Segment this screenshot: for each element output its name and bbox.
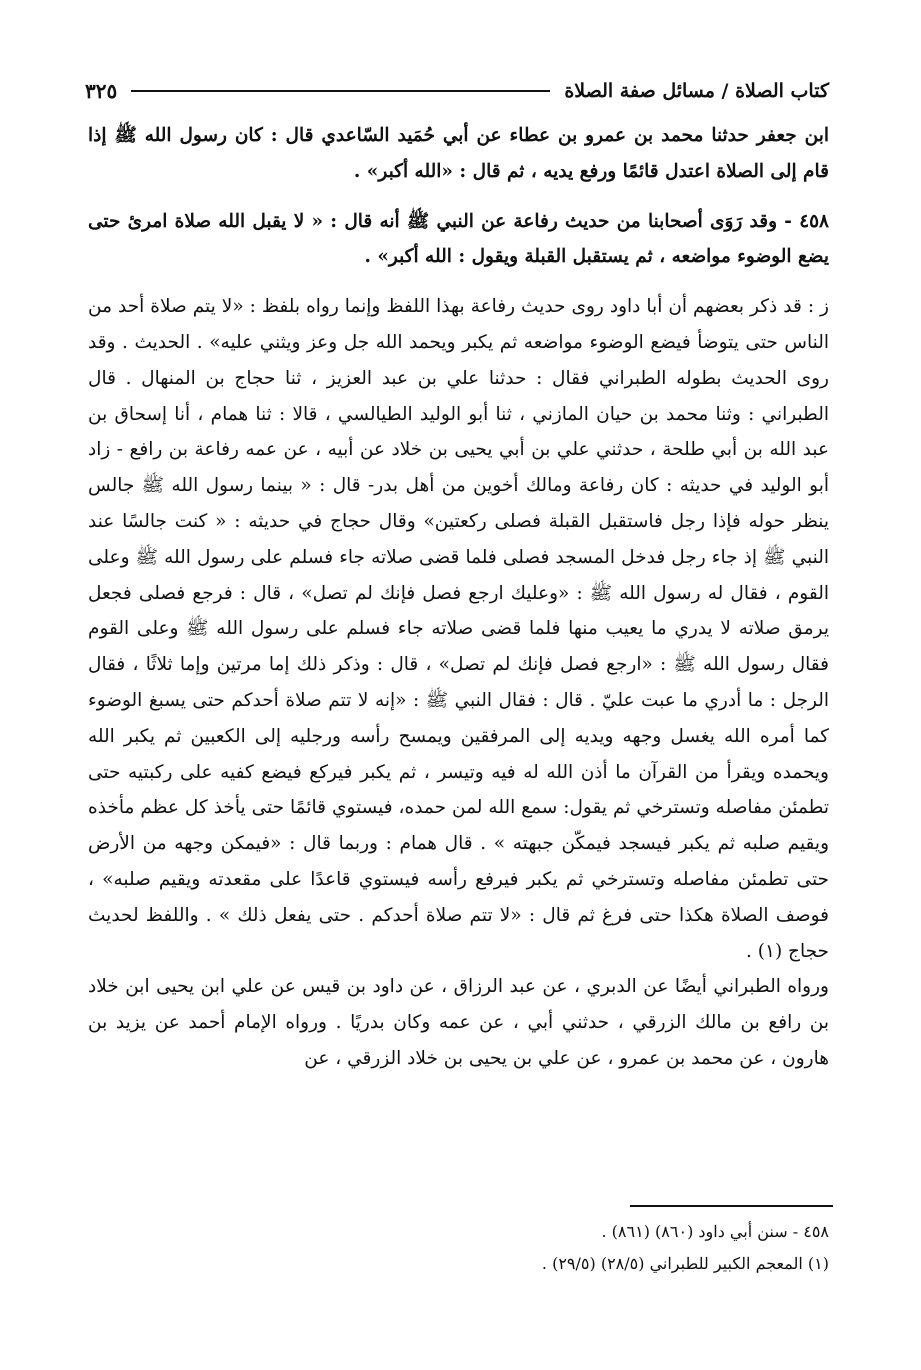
page-number: ٣٢٥ <box>85 79 118 103</box>
header-title: كتاب الصلاة / مسائل صفة الصلاة <box>564 80 829 102</box>
header-rule <box>131 90 550 92</box>
main-text <box>88 118 829 1077</box>
footnotes <box>88 1216 829 1280</box>
footnote-458: ٤٥٨ - سنن أبي داود (٨٦٠) (٨٦١) . <box>601 1222 829 1241</box>
paragraph-hadith-458: ٤٥٨ - وقد رَوَى أصحابنا من حديث رفاعة عن النبي ﷺ أنه قال : « لا يقبل الله صلاة امرئ حتى يضع الوضوء مواضعه ، ثم يستقبل القبلة ويقول : الله أكبر» . <box>88 210 829 268</box>
paragraph-commentary: ز : قد ذكر بعضهم أن أبا داود روى حديث رفاعة بهذا اللفظ وإنما رواه بلفظ : «لا يتم صلاة أحد من الناس حتى يتوضأ فيضع الوضوء مواضعه ثم يكبر ويحمد الله جل وعز ويثني عليه» . الحديث . وقد روى الحديث بطوله الطبراني فقال : حدثنا علي بن عبد العزيز ، ثنا حجاج بن المنهال . قال الطبراني : وثنا محمد بن حيان المازني ، ثنا أبو الوليد الطيالسي ، قالا : ثنا همام ، أنا إسحاق بن عبد الله بن أبي طلحة ، حدثني علي بن أبي يحيى بن خلاد عن أبيه ، عن عمه رفاعة بن رافع - زاد أبو الوليد في حديثه : كان رفاعة ومالك أخوين من أهل بدر- قال : « بينما رسول الله ﷺ جالس ينظر حوله فإذا رجل فاستقبل القبلة فصلى ركعتين» وقال حجاج في حديثه : « كنت جالسًا عند النبي ﷺ إذ جاء رجل فدخل المسجد فصلى فلما قضى صلاته جاء فسلم على رسول الله ﷺ وعلى القوم ، فقال له رسول الله ﷺ : «وعليك ارجع فصل فإنك لم تصل» ، قال : فرجع فصلى فجعل يرمق صلاته لا يدري ما يعيب منها فلما قضى صلاته جاء فسلم على رسول الله ﷺ وعلى القوم فقال رسول الله ﷺ : «ارجع فصل فإنك لم تصل» ، قال : وذكر ذلك إما مرتين وإما ثلاثًا ، فقال الرجل : ما أدري ما عبت عليّ . قال : فقال النبي ﷺ : «إنه لا تتم صلاة أحدكم حتى يسبغ الوضوء كما أمره الله يغسل وجهه ويديه إلى المرفقين ويمسح رأسه ورجليه إلى الكعبين ثم يكبر الله ويحمده ويقرأ من القرآن ما أذن الله له فيه وتيسر ، ثم يكبر فيركع فيضع كفيه على ركبتيه حتى تطمئن مفاصله وتسترخي ثم يقول: سمع الله لمن حمده، فيستوي قائمًا حتى يأخذ كل عظم مأخذه ويقيم صلبه ثم يكبر فيسجد فيمكّن جبهته » . قال همام : وربما قال : «فيمكن وجهه من الأرض حتى تطمئن مفاصله وتسترخي ثم يكبر فيرفع رأسه فيستوي قاعدًا على مقعدته ويقيم صلبه» ، فوصف الصلاة هكذا حتى فرغ ثم قال : «لا تتم صلاة أحدكم . حتى يفعل ذلك » . واللفظ لحديث حجاج (١) . <box>88 296 829 962</box>
footnote-separator <box>630 1205 833 1207</box>
running-header <box>85 74 829 108</box>
paragraph-additional-chains: ورواه الطبراني أيضًا عن الدبري ، عن عبد الرزاق ، عن داود بن قيس عن علي ابن يحيى ابن خلاد بن رافع بن مالك الزرقي ، حدثني أبي ، عن عمه وكان بدريًا . ورواه الإمام أحمد عن يزيد بن هارون ، عن محمد بن عمرو ، عن علي بن يحيى بن خلاد الزرقي ، عن <box>88 976 829 1069</box>
footnote-1: (١) المعجم الكبير للطبراني (٢٨/٥) (٢٩/٥) . <box>541 1254 829 1273</box>
paragraph-hadith-continuation: ابن جعفر حدثنا محمد بن عمرو بن عطاء عن أبي حُمَيد السّاعدي قال : كان رسول الله ﷺ إذا قام إلى الصلاة اعتدل قائمًا ورفع يديه ، ثم قال : «الله أكبر» . <box>88 125 829 182</box>
